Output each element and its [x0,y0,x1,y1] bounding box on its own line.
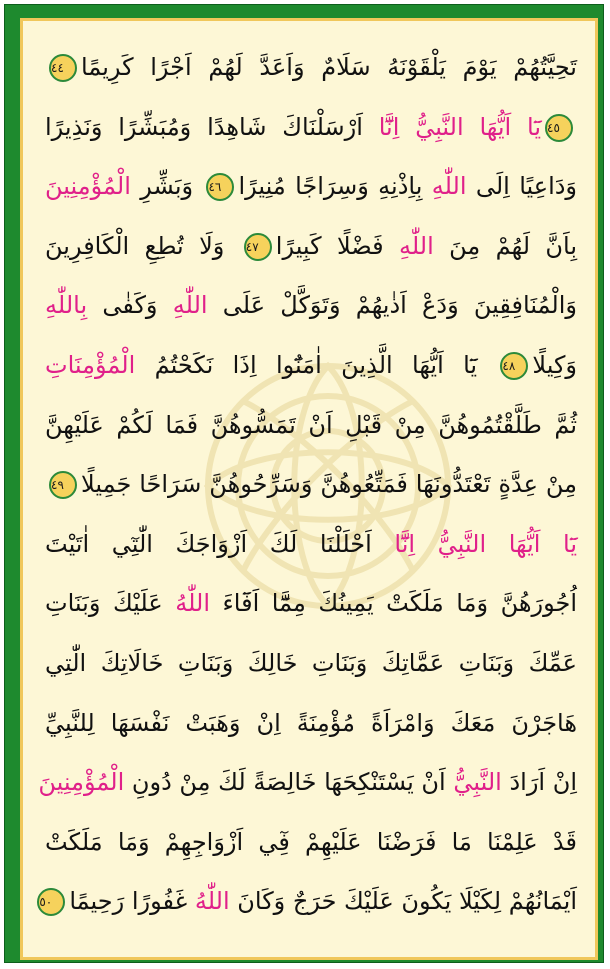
highlighted-word: اللّٰهِ [398,231,434,260]
verse-line [45,697,577,749]
verse-text: وَكَفٰى [87,291,173,320]
verse-number-marker: ٤٦ [206,173,234,201]
verse-text: هَاجَرْنَ مَعَكَ وَامْرَاَةً مُؤْمِنَةً اِنْ وَهَبَتْ نَفْسَهَا لِلنَّبِيِّ [45,708,577,737]
verse-number-marker: ٤٤ [49,54,77,82]
verse-text: تَحِيَّتُهُمْ يَوْمَ يَلْقَوْنَهُ سَلَامٌ وَاَعَدَّ لَهُمْ اَجْرًا كَرِيمًا [81,53,577,81]
verse-text: قَدْ عَلِمْنَا مَا فَرَضْنَا عَلَيْهِمْ فِٓي اَزْوَاجِهِمْ وَمَا مَلَكَتْ [45,827,577,856]
verse-text: وَدَاعِيًا اِلَى [466,172,578,201]
verse-text: اَنْ يَسْتَنْكِحَهَا خَالِصَةً لَكَ مِنْ دُونِ [124,768,454,797]
verse-line [45,399,577,451]
verse-line [45,41,577,93]
verse-text: اَرْسَلْنَاكَ شَاهِدًا وَمُبَشِّرًا وَنَذِيرًا [45,112,379,141]
verse-line [38,756,577,808]
verse-number-marker: ٤٧ [244,233,272,261]
verse-text: اَيْمَانُهُمْ لِكَيْلَا يَكُونَ عَلَيْكَ حَرَجٌ وَكَانَ [229,887,577,916]
verse-text: فَضْلًا كَبِيرًا [275,231,399,260]
highlighted-word: بِاللّٰهِ [45,291,88,320]
verse-line [45,101,577,153]
verse-text: وَالْمُنَافِقِينَ وَدَعْ اَذٰيهُمْ وَتَوَكَّلْ عَلَى [207,291,578,320]
verse-line [45,160,577,212]
verse-line [45,279,577,331]
verse-text: اُجُورَهُنَّ وَمَا مَلَكَتْ يَمِينُكَ مِمَّٓا اَفَٓاءَ [210,589,577,618]
verse-number-marker: ٥٠ [37,888,65,916]
verse-line [45,458,577,510]
verse-line [45,816,577,868]
highlighted-word: الْمُؤْمِنِينَ [38,768,125,797]
highlighted-word: الْمُؤْمِنَاتِ [45,351,136,379]
verse-line [39,875,577,927]
verse-line [45,220,577,272]
verse-lines [23,21,601,963]
page-inner [20,18,598,960]
highlighted-word: اللّٰهُ [175,589,210,618]
highlighted-word: يَٓا اَيُّهَا النَّبِيُّ اِنَّٓا [394,529,577,558]
highlighted-word: يَٓا اَيُّهَا النَّبِيُّ اِنَّٓا [378,112,541,141]
verse-line [45,518,577,570]
verse-text: ثُمَّ طَلَّقْتُمُوهُنَّ مِنْ قَبْلِ اَنْ تَمَسُّوهُنَّ فَمَا لَكُمْ عَلَيْهِنَّ [45,410,577,439]
highlighted-word: اللّٰهُ [194,887,230,916]
verse-number-marker: ٤٨ [500,352,528,380]
verse-text: اَحْلَلْنَا لَكَ اَزْوَاجَكَ الّٰتِٓي اٰتَيْتَ [45,529,395,558]
verse-number-marker: ٤٥ [545,114,573,142]
verse-text: وَكِيلًا [532,351,577,379]
verse-line [45,339,577,391]
verse-text: بِاَنَّ لَهُمْ مِنَ [433,231,577,260]
verse-number-marker: ٤٩ [49,471,77,499]
verse-text: وَلَا تُطِعِ الْكَافِرِينَ [45,231,240,260]
verse-line [45,577,577,629]
highlighted-word: اللّٰهِ [431,172,467,201]
verse-text: غَفُورًا رَحِيمًا [69,887,195,916]
verse-text: بِاِذْنِهِ وَسِرَاجًا مُنِيرًا [238,172,432,201]
verse-text: وَبَشِّرِ [130,172,203,201]
highlighted-word: اللّٰهِ [172,291,208,320]
verse-text: عَمِّكَ وَبَنَاتِ عَمَّاتِكَ وَبَنَاتِ خَالِكَ وَبَنَاتِ خَالَاتِكَ الّٰتِي [45,649,577,677]
verse-text: يَٓا اَيُّهَا الَّذِينَ اٰمَنُٓوا اِذَا نَكَحْتُمُ [135,351,497,379]
highlighted-word: النَّبِيُّ [453,768,502,797]
highlighted-word: الْمُؤْمِنِينَ [45,172,131,201]
verse-text: اِنْ اَرَادَ [501,768,577,797]
verse-text: مِنْ عِدَّةٍ تَعْتَدُّونَهَا فَمَتِّعُوهُنَّ وَسَرِّحُوهُنَّ سَرَاحًا جَمِيلًا [81,470,577,499]
verse-line [45,637,577,689]
verse-text: عَلَيْكَ وَبَنَاتِ [45,589,176,618]
